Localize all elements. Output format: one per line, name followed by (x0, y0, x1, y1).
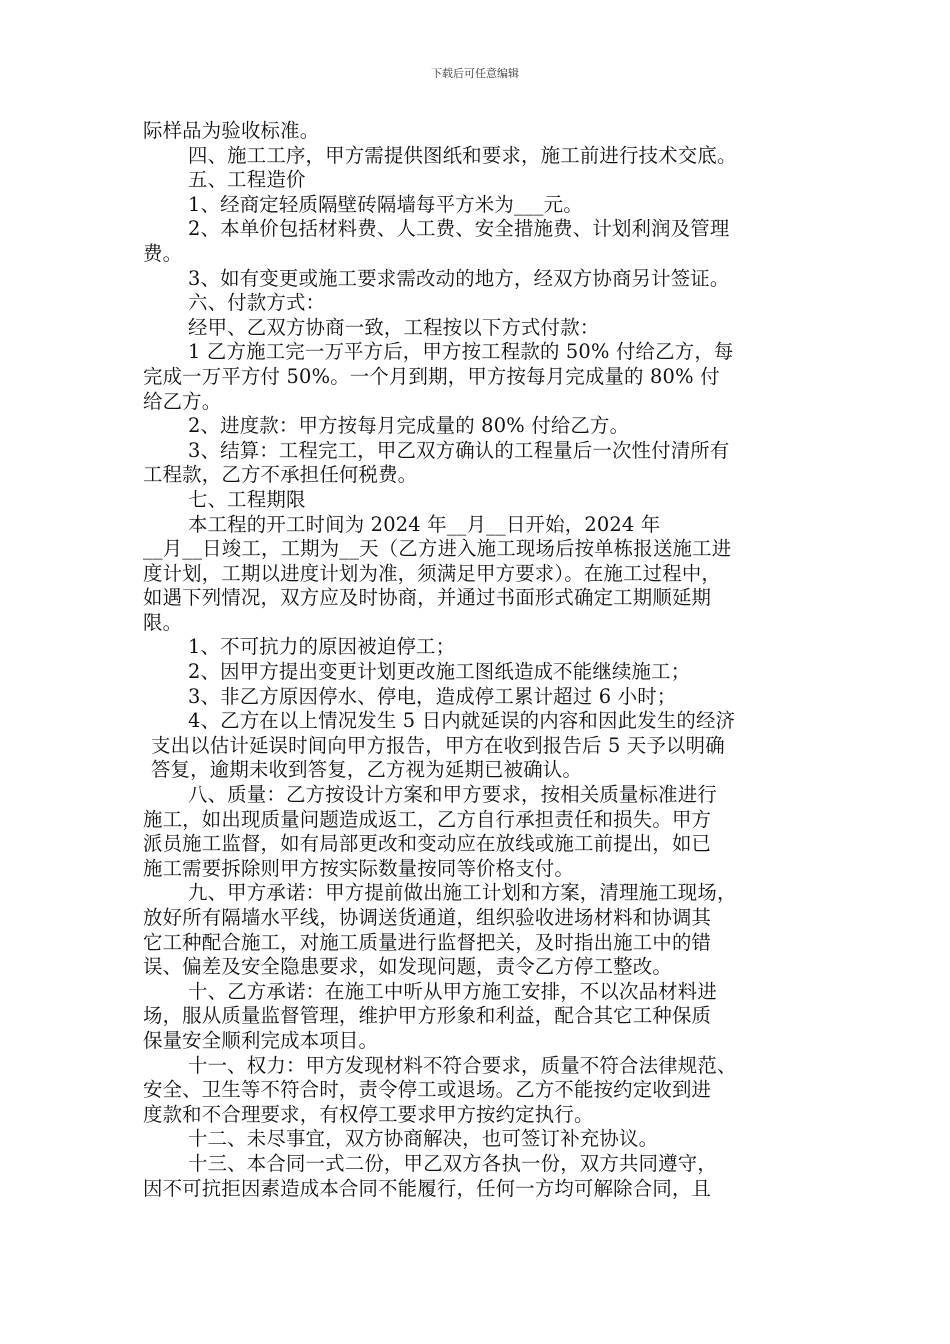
text-line: 完成一万平方付 50%。一个月到期，甲方按每月完成量的 80% 付 (143, 364, 720, 388)
text-line: 误、偏差及安全隐患要求，如发现问题，责令乙方停工整改。 (143, 955, 672, 979)
text-line: 度款和不合理要求，有权停工要求甲方按约定执行。 (143, 1102, 594, 1126)
text-line: 放好所有隔墙水平线，协调送货通道，组织验收进场材料和协调其 (143, 906, 712, 929)
text-line: 五、工程造价 (188, 168, 306, 192)
text-line: 度计划，工期以进度计划为准，须满足甲方要求）。在施工过程中， (143, 561, 722, 585)
text-line: 工程款，乙方不承担任何税费。 (143, 463, 418, 487)
text-line: 八、质量：乙方按设计方案和甲方要求，按相关质量标准进行 (188, 783, 717, 807)
text-line: 它工种配合施工，对施工质量进行监督把关，及时指出施工中的错 (143, 930, 712, 954)
text-line: 3、如有变更或施工要求需改动的地方，经双方协商另计签证。 (188, 266, 730, 290)
text-line: 施工，如出现质量问题造成返工，乙方自行承担责任和损失。甲方 (143, 807, 712, 831)
text-line: 十、乙方承诺：在施工中听从甲方施工安排，不以次品材料进 (188, 979, 717, 1003)
text-line: 际样品为验收标准。 (143, 119, 320, 142)
text-line: 场，服从质量监督管理，维护甲方形象和利益，配合其它工种保质 (143, 1004, 712, 1028)
text-line: 如遇下列情况，双方应及时协商，并通过书面形式确定工期顺延期 (143, 586, 712, 610)
text-line: 限。 (143, 610, 183, 634)
text-line: 保量安全顺利完成本项目。 (143, 1028, 379, 1052)
text-line: 1、不可抗力的原因被迫停工； (188, 635, 456, 659)
text-line: 支出以估计延误时间向甲方报告，甲方在收到报告后 5 天予以明确 (151, 733, 725, 757)
page-header: 下载后可任意编辑 (431, 67, 519, 80)
text-line: 3、非乙方原因停水、停电，造成停工累计超过 6 小时； (188, 684, 677, 708)
text-line: 答复，逾期未收到答复，乙方视为延期已被确认。 (151, 758, 582, 782)
text-line: 十一、权力：甲方发现材料不符合要求，质量不符合法律规范、 (188, 1053, 737, 1077)
text-line: 2、进度款：甲方按每月完成量的 80% 付给乙方。 (188, 414, 630, 438)
text-line: 3、结算：工程完工，甲乙双方确认的工程量后一次性付清所有 (188, 438, 730, 462)
text-line: 派员施工监督，如有局部更改和变动应在放线或施工前提出，如已 (143, 832, 712, 856)
text-line: 十三、本合同一式二份，甲乙双方各执一份，双方共同遵守， (188, 1151, 717, 1175)
text-line: 1、经商定轻质隔壁砖隔墙每平方米为___元。 (188, 192, 583, 216)
text-line: 2、因甲方提出变更计划更改施工图纸造成不能继续施工； (188, 660, 691, 684)
text-line: 七、工程期限 (188, 487, 306, 511)
text-line: 1 乙方施工完一万平方后，甲方按工程款的 50% 付给乙方，每 (188, 340, 734, 364)
text-line: 费。 (143, 241, 183, 265)
text-line: 因不可抗拒因素造成本合同不能履行，任何一方均可解除合同，且 (143, 1176, 712, 1200)
text-line: 2、本单价包括材料费、人工费、安全措施费、计划利润及管理 (188, 217, 730, 241)
text-line: 十二、未尽事宜，双方协商解决，也可签订补充协议。 (188, 1127, 659, 1151)
text-line: 经甲、乙双方协商一致，工程按以下方式付款： (188, 315, 600, 339)
document-body (143, 119, 808, 1201)
text-line: 安全、卫生等不符合时，责令停工或退场。乙方不能按约定收到进 (143, 1078, 712, 1102)
text-line: 六、付款方式： (188, 291, 326, 315)
text-line: 九、甲方承诺：甲方提前做出施工计划和方案，清理施工现场， (188, 881, 737, 905)
text-line: __月__日竣工，工期为__天（乙方进入施工现场后按单栋报送施工进 (143, 537, 732, 561)
text-line: 本工程的开工时间为 2024 年__月__日开始，2024 年 (188, 512, 661, 536)
text-line: 四、施工工序，甲方需提供图纸和要求，施工前进行技术交底。 (188, 143, 737, 167)
text-line: 给乙方。 (143, 389, 222, 413)
text-line: 4、乙方在以上情况发生 5 日内就延误的内容和因此发生的经济 (188, 709, 736, 733)
text-line: 施工需要拆除则甲方按实际数量按同等价格支付。 (143, 856, 574, 880)
